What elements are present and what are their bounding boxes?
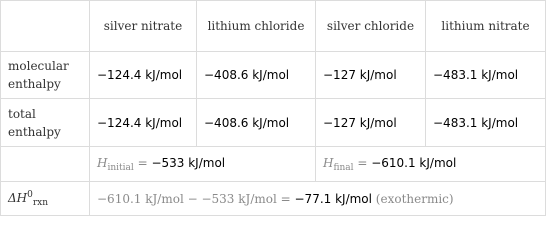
reaction-superscript: 0	[27, 189, 33, 200]
table-cell: −127 kJ/mol	[316, 52, 426, 99]
final-subscript: final	[333, 162, 354, 173]
final-symbol: H	[323, 155, 334, 170]
column-header: silver nitrate	[90, 1, 197, 52]
corner-cell	[1, 1, 90, 52]
reaction-expression: −610.1 kJ/mol − −533 kJ/mol =	[97, 191, 295, 206]
initial-value: −533 kJ/mol	[151, 155, 226, 170]
table-cell: −408.6 kJ/mol	[197, 99, 316, 147]
row-label: molecular enthalpy	[1, 52, 90, 99]
reaction-result: −77.1 kJ/mol	[294, 191, 372, 206]
column-header: lithium chloride	[197, 1, 316, 52]
column-header: lithium nitrate	[426, 1, 546, 52]
initial-subscript: initial	[107, 162, 134, 173]
table-cell: −127 kJ/mol	[316, 99, 426, 147]
table-cell: −408.6 kJ/mol	[197, 52, 316, 99]
final-value: −610.1 kJ/mol	[371, 155, 457, 170]
reaction-symbol: ΔH	[8, 190, 28, 205]
empty-cell	[1, 147, 90, 182]
table-cell: −483.1 kJ/mol	[426, 52, 546, 99]
final-equals: =	[353, 155, 372, 170]
reaction-note: (exothermic)	[371, 191, 454, 206]
reaction-row	[1, 182, 546, 216]
reaction-enthalpy	[90, 182, 546, 216]
initial-enthalpy	[90, 147, 316, 182]
table-row	[1, 52, 546, 99]
initial-symbol: H	[97, 155, 108, 170]
table-cell: −124.4 kJ/mol	[90, 99, 197, 147]
column-header: silver chloride	[316, 1, 426, 52]
reaction-subscript: rxn	[32, 197, 49, 208]
table-row	[1, 99, 546, 147]
row-label: total enthalpy	[1, 99, 90, 147]
summary-row	[1, 147, 546, 182]
table-cell: −483.1 kJ/mol	[426, 99, 546, 147]
final-enthalpy	[316, 147, 546, 182]
table-cell: −124.4 kJ/mol	[90, 52, 197, 99]
header-row	[1, 1, 546, 52]
initial-equals: =	[133, 155, 152, 170]
reaction-label	[1, 182, 90, 216]
